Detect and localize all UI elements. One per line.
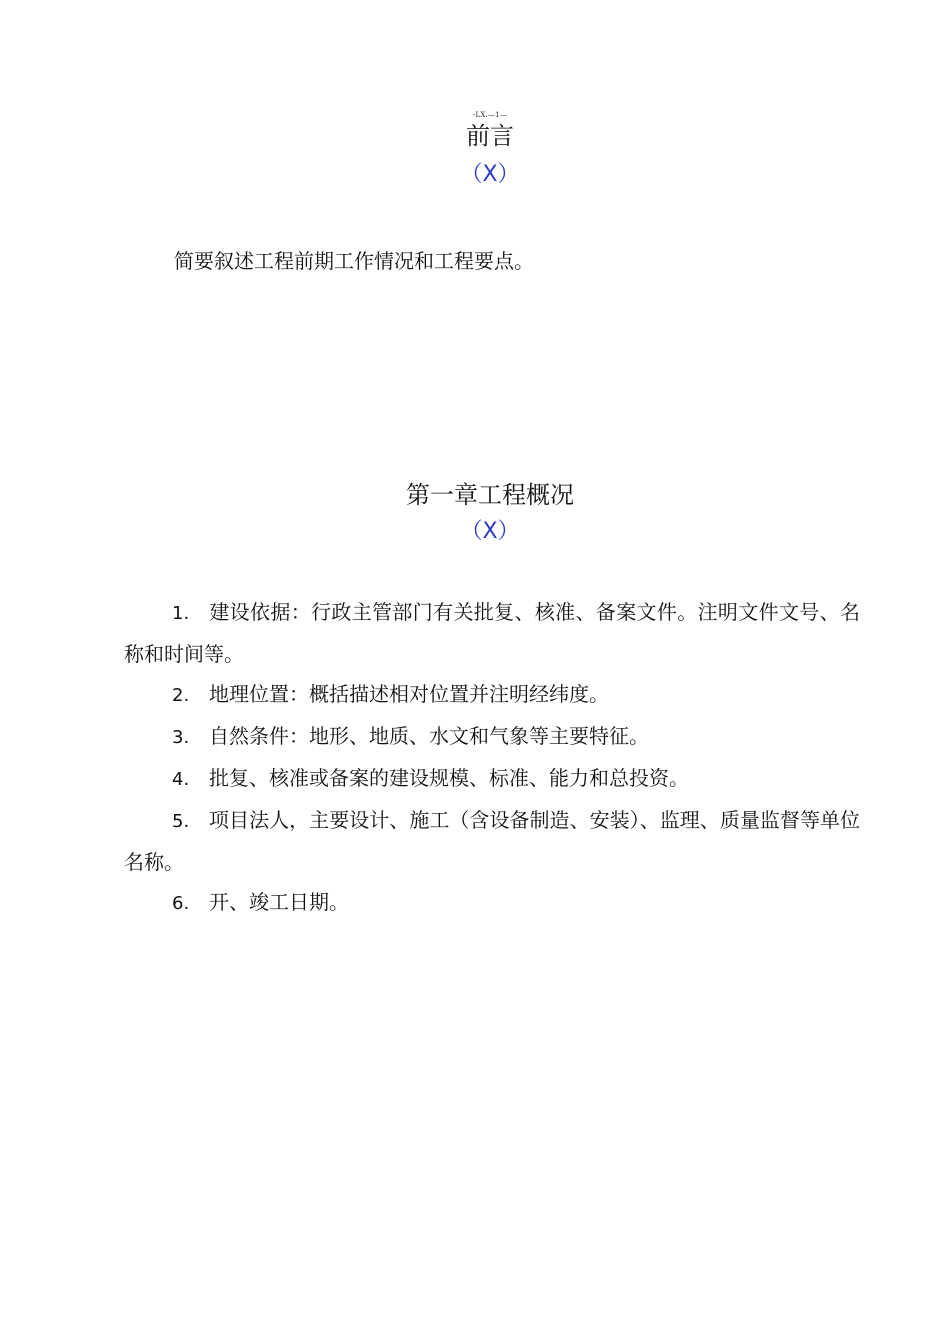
list-item-number: 6. xyxy=(172,893,190,914)
list-item xyxy=(124,882,860,924)
list-item-text: 地理位置：概括描述相对位置并注明经纬度。 xyxy=(209,682,609,706)
list-item xyxy=(124,716,860,758)
list-item-text: 项目法人，主要设计、施工（含设备制造、安装）、监理、质量监督等单位名称。 xyxy=(124,808,860,874)
list-item-text: 批复、核准或备案的建设规模、标准、能力和总投资。 xyxy=(209,766,689,790)
chapter-item-list xyxy=(124,592,860,924)
chapter-marker: （X） xyxy=(460,519,520,544)
list-item-number: 1. xyxy=(172,603,190,624)
list-item-text: 开、竣工日期。 xyxy=(209,890,349,914)
page-header-mark: -LX.—1— xyxy=(472,111,508,119)
list-item xyxy=(124,674,860,716)
list-item xyxy=(124,800,860,882)
list-item-text: 建设依据：行政主管部门有关批复、核准、备案文件。注明文件文号、名称和时间等。 xyxy=(124,600,860,666)
preface-marker: （X） xyxy=(460,162,520,187)
list-item xyxy=(124,592,860,674)
preface-title: 前言 xyxy=(466,122,514,150)
list-item-number: 3. xyxy=(172,727,190,748)
list-item-number: 2. xyxy=(172,685,190,706)
preface-paragraph: 简要叙述工程前期工作情况和工程要点。 xyxy=(174,249,534,273)
list-item-text: 自然条件：地形、地质、水文和气象等主要特征。 xyxy=(209,724,649,748)
list-item xyxy=(124,758,860,800)
list-item-number: 5. xyxy=(172,811,190,832)
chapter-title: 第一章工程概况 xyxy=(406,481,574,509)
list-item-number: 4. xyxy=(172,769,190,790)
